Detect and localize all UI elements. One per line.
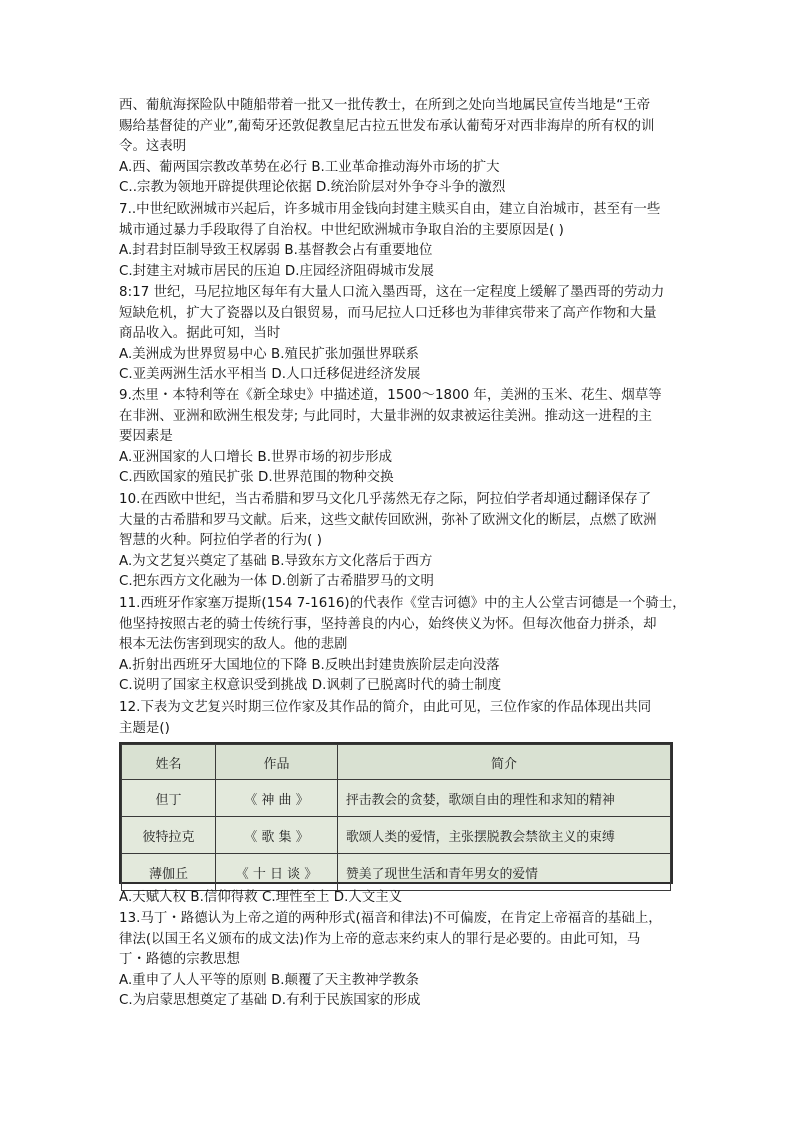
question-12	[119, 698, 675, 739]
table-cell-intro: 赞美了现世生活和青年男女的爱情	[338, 854, 671, 891]
question-6-stem-line-2: 赐给基督徒的产业”,葡萄牙还敦促教皇尼古拉五世发布承认葡萄牙对西非海岸的所有权的训	[119, 118, 655, 134]
question-8-options-ab: A.美洲成为世界贸易中心 B.殖民扩张加强世界联系	[119, 346, 419, 362]
question-7-options-cd: C.封建主对城市居民的压迫 D.庄园经济阻碍城市发展	[119, 263, 434, 279]
table-row	[122, 780, 671, 817]
table-cell-name: 但丁	[122, 780, 216, 817]
question-11-stem-line-3: 根本无法伤害到现实的敌人。他的悲剧	[119, 637, 348, 653]
question-8	[119, 283, 675, 386]
question-11-stem-line-1: 11.西班牙作家塞万提斯(154 7-1616)的代表作《堂吉诃德》中的主人公堂吉诃德是一个骑士，	[119, 596, 686, 611]
table-cell-intro: 抨击教会的贪婪，歌颂自由的理性和求知的精神	[338, 780, 671, 817]
table-cell-work: 《 十 日 谈 》	[216, 854, 338, 891]
question-13-options-cd: C.为启蒙思想奠定了基础 D.有利于民族国家的形成	[119, 993, 421, 1009]
table-cell-work: 《 神 曲 》	[216, 780, 338, 817]
table-header-row	[122, 745, 671, 780]
question-11-options-ab: A.折射出西班牙大国地位的下降 B.反映出封建贵族阶层走向没落	[119, 657, 500, 673]
question-8-stem-line-1: 8:17 世纪，马尼拉地区每年有大量人口流入墨西哥，这在一定程度上缓解了墨西哥的劳动力	[119, 285, 665, 300]
question-9	[119, 386, 675, 489]
question-10-options-ab: A.为文艺复兴奠定了基础 B.导致东方文化落后于西方	[119, 553, 433, 569]
question-12-stem-line-2: 主题是()	[119, 720, 170, 736]
question-13-stem-line-1: 13.马丁・路德认为上帝之道的两种形式(福音和律法)不可偏废，在肯定上帝福音的基础上，	[119, 911, 662, 926]
table-header-intro: 简介	[338, 745, 671, 780]
question-13-options-ab: A.重申了人人平等的原则 B.颠覆了天主教神学教条	[119, 972, 419, 988]
table-row	[122, 817, 671, 854]
table-cell-name: 彼特拉克	[122, 817, 216, 854]
table-header-name: 姓名	[122, 745, 216, 780]
question-10-options-cd: C.把东西方文化融为一体 D.创新了古希腊罗马的文明	[119, 574, 434, 590]
question-7-stem-line-2: 城市通过暴力手段取得了自治权。中世纪欧洲城市争取自治的主要原因是( )	[119, 222, 564, 238]
question-10-stem-line-1: 10.在西欧中世纪，当古希腊和罗马文化几乎荡然无存之际，阿拉伯学者却通过翻译保存了	[119, 492, 652, 507]
question-6-options-ab: A.西、葡两国宗教改革势在必行 B.工业革命推动海外市场的扩大	[119, 159, 500, 175]
question-11-options-cd: C.说明了国家主权意识受到挑战 D.讽刺了已脱离时代的骑士制度	[119, 678, 502, 694]
question-12-stem-line-1: 12.下表为文艺复兴时期三位作家及其作品的简介，由此可见，三位作家的作品体现出共同	[119, 700, 652, 715]
question-9-stem-line-3: 要因素是	[119, 429, 173, 445]
question-6	[119, 96, 675, 199]
question-10	[119, 490, 675, 593]
question-8-stem-line-2: 短缺危机，扩大了瓷器以及白银贸易，而马尼拉人口迁移也为菲律宾带来了高产作物和大量	[119, 305, 657, 321]
question-12-options-block	[119, 888, 675, 909]
question-13-stem-line-3: 丁・路德的宗教思想	[119, 952, 240, 968]
table-cell-work: 《 歌 集 》	[216, 817, 338, 854]
question-10-stem-line-3: 智慧的火种。阿拉伯学者的行为( )	[119, 533, 323, 549]
table-cell-intro: 歌颂人类的爱情，主张摆脱教会禁欲主义的束缚	[338, 817, 671, 854]
question-10-stem-line-2: 大量的古希腊和罗马文献。后来，这些文献传回欧洲，弥补了欧洲文化的断层，点燃了欧洲	[119, 512, 657, 528]
question-7-stem-line-1: 7..中世纪欧洲城市兴起后，许多城市用金钱向封建主赎买自由，建立自治城市，甚至有一些	[119, 202, 661, 217]
question-11-stem-line-2: 他坚持按照古老的骑士传统行事，坚持善良的内心，始终侠义为怀。但每次他奋力拼杀，却	[119, 616, 657, 632]
writers-table-grid	[121, 744, 671, 891]
question-13	[119, 909, 675, 1012]
question-9-options-ab: A.亚洲国家的人口增长 B.世界市场的初步形成	[119, 449, 393, 465]
table-cell-name: 薄伽丘	[122, 854, 216, 891]
question-8-stem-line-3: 商品收入。据此可知，当时	[119, 326, 281, 342]
question-6-options-cd: C..宗教为领地开辟提供理论依据 D.统治阶层对外争夺斗争的激烈	[119, 180, 506, 196]
question-12-options: A.天赋人权 B.信仰得救 C.理性至上 D.人文主义	[119, 890, 403, 905]
table-header-work: 作品	[216, 745, 338, 780]
question-9-options-cd: C.西欧国家的殖民扩张 D.世界范围的物种交换	[119, 470, 394, 486]
question-13-stem-line-2: 律法(以国王名义颁布的成文法)作为上帝的意志来约束人的罪行是必要的。由此可知，马	[119, 931, 641, 947]
writers-table	[119, 742, 673, 884]
question-9-stem-line-1: 9.杰里・本特利等在《新全球史》中描述道，1500～1800 年，美洲的玉米、花生、烟草等	[119, 388, 662, 403]
table-row	[122, 854, 671, 891]
question-6-stem-line-1: 西、葡航海探险队中随船带着一批又一批传教士，在所到之处向当地属民宣传当地是“王帝	[119, 98, 651, 113]
question-8-options-cd: C.亚美两洲生活水平相当 D.人口迁移促进经济发展	[119, 367, 421, 383]
question-6-stem-line-3: 令。这表明	[119, 139, 187, 155]
question-11	[119, 594, 686, 697]
question-7-options-ab: A.封君封臣制导致王权孱弱 B.基督教会占有重要地位	[119, 243, 433, 259]
question-7	[119, 200, 675, 282]
question-9-stem-line-2: 在非洲、亚洲和欧洲生根发芽; 与此同时，大量非洲的奴隶被运往美洲。推动这一进程的主	[119, 408, 653, 424]
